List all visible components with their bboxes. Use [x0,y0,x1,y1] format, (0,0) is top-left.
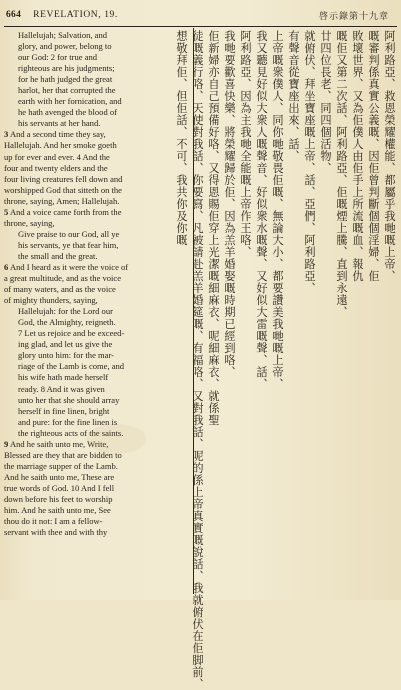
english-line-text: And a second time they say, [8,129,106,140]
chinese-column: 上帝嘅衆僕人、同你哋敬畏佢嘅、無論大小、都要讚美我哋嘅上帝、 [271,30,284,390]
english-line [4,483,192,494]
page-header [6,6,395,24]
english-line [4,140,192,151]
chinese-column: 我哋要歡喜快樂、將榮耀歸於佢、因為羔羊婚娶嘅時期已經到咯、 [223,30,236,378]
english-line [4,229,192,240]
english-line [4,472,192,483]
english-line-text: true words of God. 10 And I fell [4,482,115,493]
english-line [4,63,192,74]
english-line [4,262,192,273]
chinese-column: 有聲音從寶座出來、話、 [287,30,300,162]
chinese-column: 徒嘅義行咯、天使對我話、你要寫、凡被請赴羔羊婚筵嘅、有福咯、又對我話、呢的係上帝真實嘅說話、我就俯伏在佢脚前、 [191,30,204,690]
english-line [4,129,192,140]
english-line [4,339,192,350]
english-line [4,527,192,538]
chinese-column: 就俯伏、拜坐寶座嘅上帝、話、亞們、阿利路亞、 [303,30,316,294]
english-line [4,461,192,472]
english-line [4,505,192,516]
english-line-text: the marriage supper of the Lamb. [4,460,118,471]
chinese-column: 想敬拜佢、但佢話、不可、我共你及你嘅 [175,30,188,246]
chinese-column: 阿利路亞、因為主我哋全能嘅上帝作王咯、 [239,30,252,258]
english-line-text: his servants, ye that fear him, [18,239,119,250]
english-line [4,406,192,417]
paper-stain [86,424,146,454]
english-line [4,74,192,85]
english-line-text: a great multitude, and as the voice [4,273,122,284]
english-line [4,174,192,185]
english-line-text: four and twenty elders and the [4,162,108,173]
english-line-text: our God: 2 for true and [18,52,98,63]
english-text-column [4,30,192,596]
english-line-text: four living creatures fell down and [4,173,123,184]
english-line [4,328,192,339]
page-number: 664 [6,10,22,20]
english-line [4,240,192,251]
english-line-text: harlot, her that corrupted the [18,85,116,96]
verse-number: 9 [4,438,9,449]
english-line [4,196,192,207]
english-line-text: his wife hath made herself [18,372,109,383]
english-line-text: herself in fine linen, bright [18,405,110,416]
english-line-text: And a voice came forth from the [8,206,122,217]
english-line-text: glory unto him: for the mar- [18,350,114,361]
english-line [4,207,192,218]
english-line-text: riage of the Lamb is come, and [18,361,125,372]
english-line [4,372,192,383]
english-line-text: servant with thee and with thy [4,527,108,538]
english-line-text: throne, saying, Amen; Hallelujah. [4,195,120,206]
english-line [4,350,192,361]
english-line-text: worshipped God that sitteth on the [4,184,122,195]
english-line [4,284,192,295]
english-line-text: God, the Almighty, reigneth. [18,317,116,328]
english-line-text: of many waters, and as the voice [4,284,116,295]
english-line [4,306,192,317]
english-line-text: Blessed are they that are bidden to [4,449,122,460]
header-rule [4,26,397,27]
english-line-text: ready. 8 And it was given [18,383,105,394]
english-line [4,118,192,129]
english-line-text: And he saith unto me, These are [4,471,115,482]
english-line-text: he hath avenged the blood of [18,107,117,118]
english-line-text: Give praise to our God, all ye [18,228,120,239]
chinese-column: 我又聽見好似大衆人嘅聲音、好似衆水嘅聲、又好似大雷嘅聲、話、 [255,30,268,390]
english-line [4,218,192,229]
english-line-text: the small and the great. [18,250,98,261]
english-line [4,107,192,118]
english-line [4,52,192,63]
english-line [4,273,192,284]
english-line-text: And I heard as it were the voice of [8,261,129,272]
english-line [4,163,192,174]
english-line [4,96,192,107]
chinese-column: 嘅佢又第二次話、阿利路亞、佢嘅煙上騰、直到永遠、 [335,30,348,318]
english-line [4,295,192,306]
english-line-text: 7 Let us rejoice and be exceed- [18,328,125,339]
english-line-text: throne, saying, [4,217,55,228]
chinese-column: 阿利路亞、救恩榮耀權能、都屬乎我哋嘅上帝、 [383,30,396,282]
english-line [4,361,192,372]
english-line-text: earth with her fornication, and [18,96,122,107]
chinese-running-title: 啓示錄第十九章 [318,11,389,22]
english-line [4,85,192,96]
chinese-column: 廿四位長老、同四個活物、 [319,30,332,174]
english-line-text: up for ever and ever. 4 And the [4,151,110,162]
chinese-column: 佢新婦亦自己預備好咯、又得恩賜佢穿上光潔嘅細麻衣、呢細麻衣、就係聖 [207,30,220,426]
english-line-text: Hallelujah; Salvation, and [18,30,108,40]
chinese-text-column [175,30,396,690]
english-line-text: glory, and power, belong to [18,41,112,52]
english-line [4,41,192,52]
english-line-text: the righteous acts of the saints. [18,427,124,438]
english-line-text: Hallelujah: for the Lord our [18,306,113,317]
english-line [4,251,192,262]
english-line-text: Hallelujah. And her smoke goeth [4,140,117,151]
running-title: REVELATION, 19. [33,10,118,20]
english-line-text: And he saith unto me, Write, [8,438,109,449]
english-line-text: for he hath judged the great [18,74,113,85]
english-line [4,450,192,461]
chinese-column: 嘅審判係真實公義嘅、因佢曾判斷個個淫婦、佢 [367,30,380,282]
english-line-text: him. And he saith unto me, See [4,505,111,516]
english-line [4,30,192,41]
english-line-text: righteous are his judgments; [18,63,115,74]
english-line-text: down before his feet to worship [4,493,113,504]
english-line [4,152,192,163]
english-line-text: unto her that she should array [18,394,120,405]
english-line [4,395,192,406]
verse-number: 5 [4,206,9,217]
english-line-text: thou do it not: I am a fellow- [4,516,103,527]
chinese-column: 敗壞世界、又為佢僕人由佢手上所流嘅血、報仇 [351,30,364,282]
english-line [4,516,192,527]
english-line-text: his servants at her hand. [18,118,101,129]
verse-number: 6 [4,261,9,272]
english-line [4,494,192,505]
english-line-text: of mighty thunders, saying, [4,295,98,306]
verse-number: 3 [4,129,9,140]
english-line [4,384,192,395]
english-line [4,185,192,196]
english-line [4,317,192,328]
english-line-text: and pure: for the fine linen is [18,416,118,427]
english-line-text: ing glad, and let us give the [18,339,113,350]
